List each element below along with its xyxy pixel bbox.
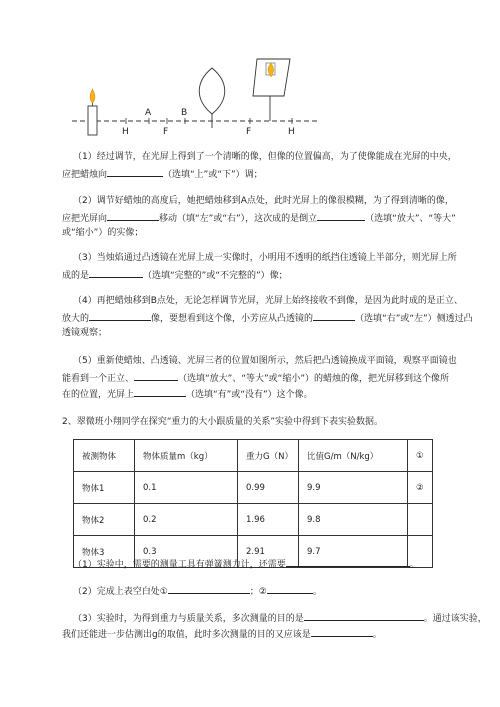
data-table [73, 439, 433, 568]
table-row [74, 472, 433, 504]
screen-icon [253, 59, 290, 121]
cell: 1.96 [238, 504, 299, 536]
convex-lens-icon [199, 68, 225, 128]
candle-icon [88, 89, 97, 135]
answer-blank[interactable] [267, 584, 313, 594]
label-b: B [181, 108, 188, 118]
table-header-row [74, 440, 433, 472]
label-h-right: H [288, 127, 295, 137]
cell: 物体1 [74, 472, 135, 504]
answer-blank[interactable] [107, 167, 163, 177]
cell: 物体2 [74, 504, 135, 536]
cell: 0.2 [135, 504, 238, 536]
cell: 0.99 [238, 472, 299, 504]
optics-diagram [0, 0, 500, 145]
cell: 物体3 [74, 536, 135, 568]
header-cell: 被测物体 [74, 440, 135, 472]
cell: 2.91 [238, 536, 299, 568]
cell: 9.7 [299, 536, 408, 568]
answer-blank[interactable] [107, 211, 159, 221]
q2-intro: 2、翠微班小翔同学在探究“重力的大小跟质量的关系”实验中得到下表实验数据。 [62, 417, 384, 427]
item4-line1: （4）再把蜡烛移到B点处，无论怎样调节光屏，光屏上始终接收不到像，是因为此时成的是正立、 [73, 296, 463, 306]
item5-line2: 能看到一个正立、 （选填“放大”、“等大”或“缩小”）的蜡烛的像，把光屏移到这个像所 [62, 371, 449, 386]
empty-cell[interactable] [408, 504, 433, 536]
answer-blank[interactable] [311, 627, 373, 637]
q2-sub3-line1: （3）实验时，为得到重力与质量关系，多次测量的目的是 。通过该实验， [73, 611, 487, 626]
item3-line1: （3）当烛焰通过凸透镜在光屏上成一实像时，小明用不透明的纸挡住透镜上半部分，则光屏上所 [73, 253, 457, 263]
q2-sub2: （2）完成上表空白处① ；② 。 [73, 584, 322, 599]
item2-line3: 或“缩小”）的实像； [62, 228, 144, 238]
answer-blank[interactable] [304, 611, 424, 621]
blank-cell-2[interactable]: ② [408, 472, 433, 504]
answer-blank[interactable] [313, 311, 355, 321]
header-cell: 比值G/m（N/kg） [299, 440, 408, 472]
answer-blank[interactable] [89, 311, 151, 321]
item2-line2: 应把光屏向 移动（填“左”或“右”），这次成的是倒立 （选填“放大”、“等大” [62, 211, 456, 226]
item1-line1: （1）经过调节，在光屏上得到了一个清晰的像，但像的位置偏高，为了使像能成在光屏的中央， [73, 152, 457, 162]
cell: 9.9 [299, 472, 408, 504]
table-row [74, 504, 433, 536]
answer-blank[interactable] [134, 371, 178, 381]
item4-line3: 透镜观察； [62, 328, 108, 338]
blank-cell-1[interactable]: ① [408, 440, 433, 472]
q2-sub1: （1）实验中，需要的测量工具有弹簧测力计，还需要 。 [73, 557, 419, 572]
answer-blank[interactable] [286, 557, 410, 567]
answer-blank[interactable] [317, 211, 365, 221]
cell: 9.8 [299, 504, 408, 536]
answer-blank[interactable] [89, 268, 143, 278]
q2-sub3-line2: 我们还能进一步估测出g的取值，此时多次测量的目的又应该是 。 [62, 627, 382, 642]
item3-line2: 成的是 （选填“完整的”或“不完整的”）像； [62, 268, 288, 283]
cell: 0.1 [135, 472, 238, 504]
header-cell: 重力G（N） [238, 440, 299, 472]
label-h-left: H [122, 127, 129, 137]
label-a: A [145, 108, 152, 118]
item1-line2: 应把蜡烛向 （选填“上”或“下”）调； [62, 167, 263, 182]
item2-line1: （2）调节好蜡烛的高度后，她把蜡烛移到A点处，此时光屏上的像很模糊，为了得到清晰的像， [73, 196, 454, 206]
item5-line3: 在的位置，光屏上 （选填“有”或“没有”）这个像。 [62, 387, 313, 402]
item4-line2: 放大的 像，要想看到这个像，小芳应从凸透镜的 （选填“右”或“左”）侧透过凸 [62, 311, 473, 326]
cell: 0.3 [135, 536, 238, 568]
label-f-left: F [163, 127, 169, 137]
header-cell: 物体质量m（kg） [135, 440, 238, 472]
item5-line1: （5）重新使蜡烛、凸透镜、光屏三者的位置如图所示，然后把凸透镜换成平面镜，观察平面镜也 [73, 356, 457, 366]
label-f-right: F [246, 127, 252, 137]
answer-blank[interactable] [168, 584, 250, 594]
answer-blank[interactable] [134, 387, 186, 397]
